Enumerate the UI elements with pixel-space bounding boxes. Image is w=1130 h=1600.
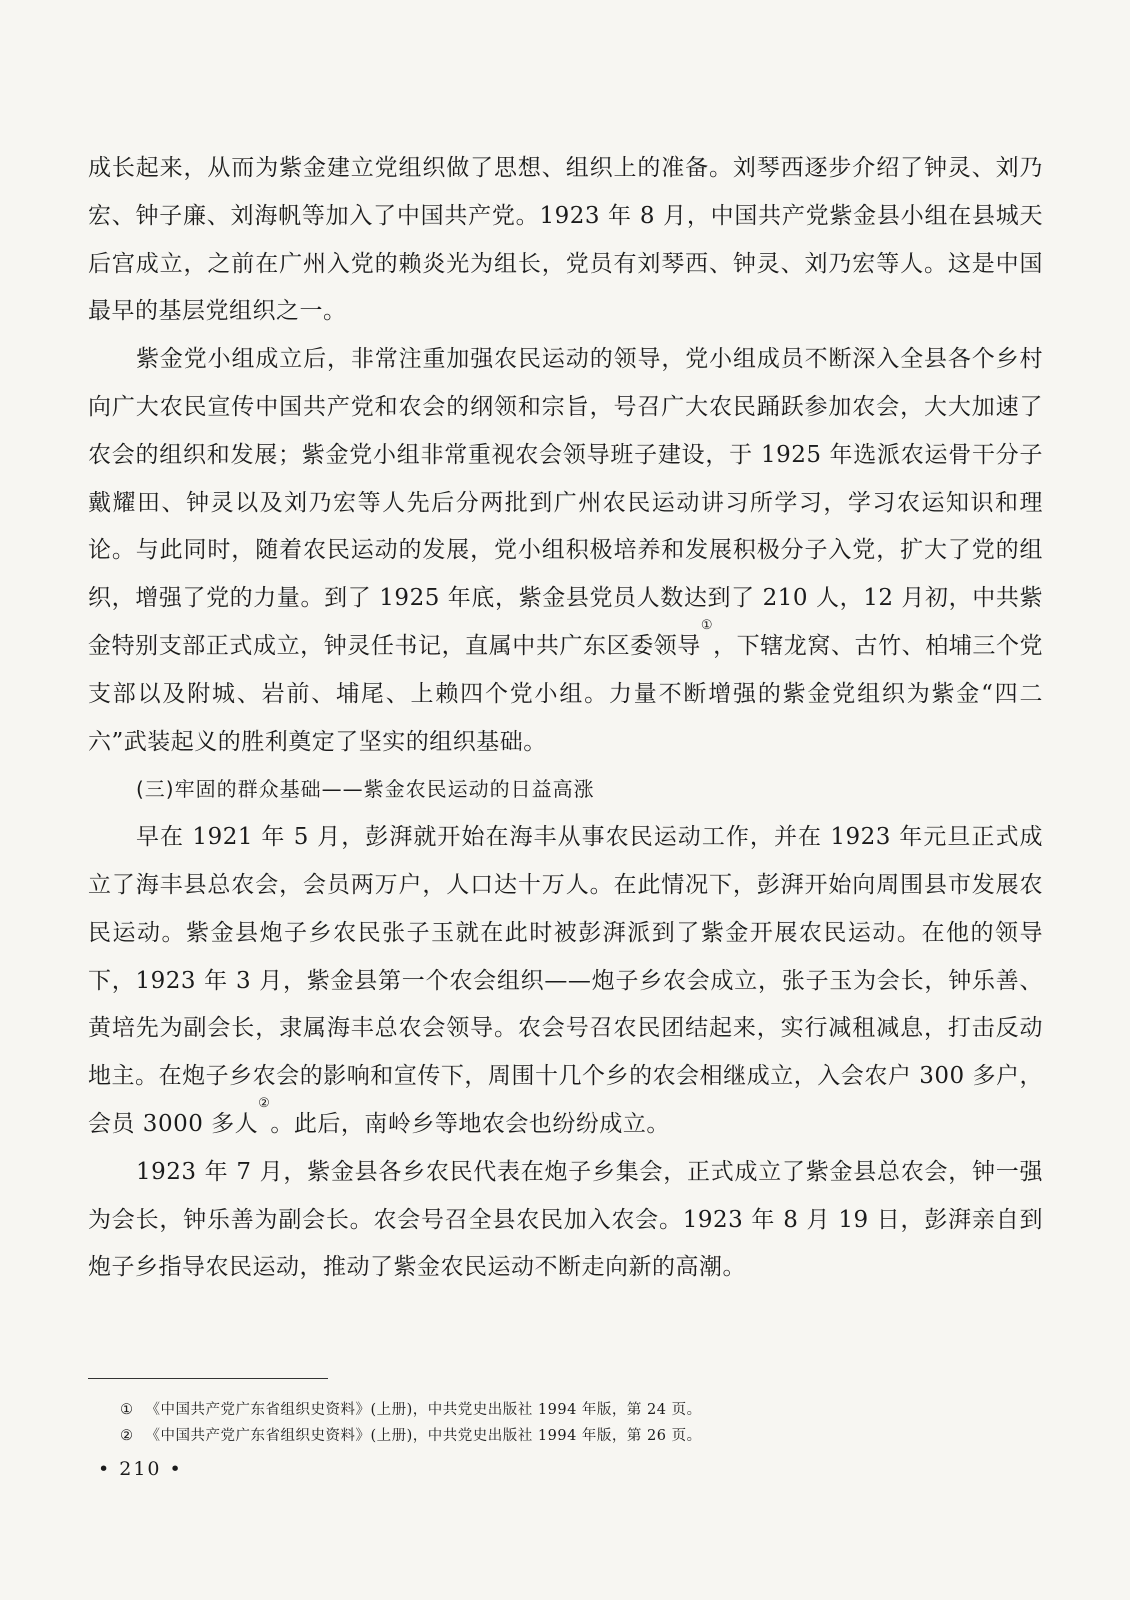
footnote-ref-2: ② (258, 1095, 271, 1111)
footnote-text: 《中国共产党广东省组织史资料》(上册)，中共党史出版社 1994 年版，第 24 页。 (145, 1402, 702, 1418)
footnote-1 (120, 1397, 1020, 1423)
main-text (88, 145, 1043, 1292)
footnote-text: 《中国共产党广东省组织史资料》(上册)，中共党史出版社 1994 年版，第 26 页。 (145, 1428, 702, 1444)
section-heading: (三)牢固的群众基础——紫金农民运动的日益高涨 (136, 777, 595, 802)
paragraph-text: 紫金党小组成立后，非常注重加强农民运动的领导，党小组成员不断深入全县各个乡村向广大农民宣传中国共产党和农会的纲领和宗旨，号召广大农民踊跃参加农会，大大加速了农会的组织和发展；紫金党小组非常重视农会领导班子建设，于 1925 年选派农运骨干分子戴耀田、钟灵以及刘乃宏等人先后分两批到广州农民运动讲习所学习，学习农运知识和理论。与此同时，随着农民运动的发展，党小组积极培养和发展积极分子入党，扩大了党的组织，增强了党的力量。到了 1925 年底，紫金县党员人数达到了 210 人，12 月初，中共紫金特别支部正式成立，钟灵任书记，直属中共广东区委领导 (88, 346, 1043, 659)
paragraph-continued: 成长起来，从而为紫金建立党组织做了思想、组织上的准备。刘琴西逐步介绍了钟灵、刘乃宏、钟子廉、刘海帆等加入了中国共产党。1923 年 8 月，中国共产党紫金县小组在县城天后宫成立，之前在广州入党的赖炎光为组长，党员有刘琴西、钟灵、刘乃宏等人。这是中国最早的基层党组织之一。 (88, 155, 1043, 325)
footnotes (120, 1397, 1020, 1449)
footnote-mark: ① (120, 1402, 134, 1418)
paragraph-county-association: 1923 年 7 月，紫金县各乡农民代表在炮子乡集会，正式成立了紫金县总农会，钟一强为会长，钟乐善为副会长。农会号召全县农民加入农会。1923 年 8 月 19 日，彭湃亲自到炮子乡指导农民运动，推动了紫金农民运动不断走向新的高潮。 (88, 1158, 1043, 1281)
paragraph-peasant-movement (88, 814, 1043, 1149)
paragraph-party-group (88, 336, 1043, 766)
footnote-2 (120, 1423, 1020, 1449)
footnote-mark: ② (120, 1428, 134, 1444)
footnote-ref-1: ① (700, 617, 714, 633)
page-number: • 210 • (98, 1458, 183, 1480)
paragraph-text: 。此后，南岭乡等地农会也纷纷成立。 (270, 1110, 670, 1137)
paragraph-text: ，下辖龙窝、古竹、柏埔三个党支部以及附城、岩前、埔尾、上赖四个党小组。力量不断增强的紫金党组织为紫金“四二六”武装起义的胜利奠定了坚实的组织基础。 (88, 632, 1044, 755)
footnote-divider (88, 1378, 328, 1379)
paragraph-text: 早在 1921 年 5 月，彭湃就开始在海丰从事农民运动工作，并在 1923 年元旦正式成立了海丰县总农会，会员两万户，人口达十万人。在此情况下，彭湃开始向周围县市发展农民运动。紫金县炮子乡农民张子玉就在此时被彭湃派到了紫金开展农民运动。在他的领导下，1923 年 3 月，紫金县第一个农会组织——炮子乡农会成立，张子玉为会长，钟乐善、黄培先为副会长，隶属海丰总农会领导。农会号召农民团结起来，实行减租减息，打击反动地主。在炮子乡农会的影响和宣传下，周围十几个乡的农会相继成立，入会农户 300 多户，会员 3000 多人 (88, 824, 1043, 1137)
